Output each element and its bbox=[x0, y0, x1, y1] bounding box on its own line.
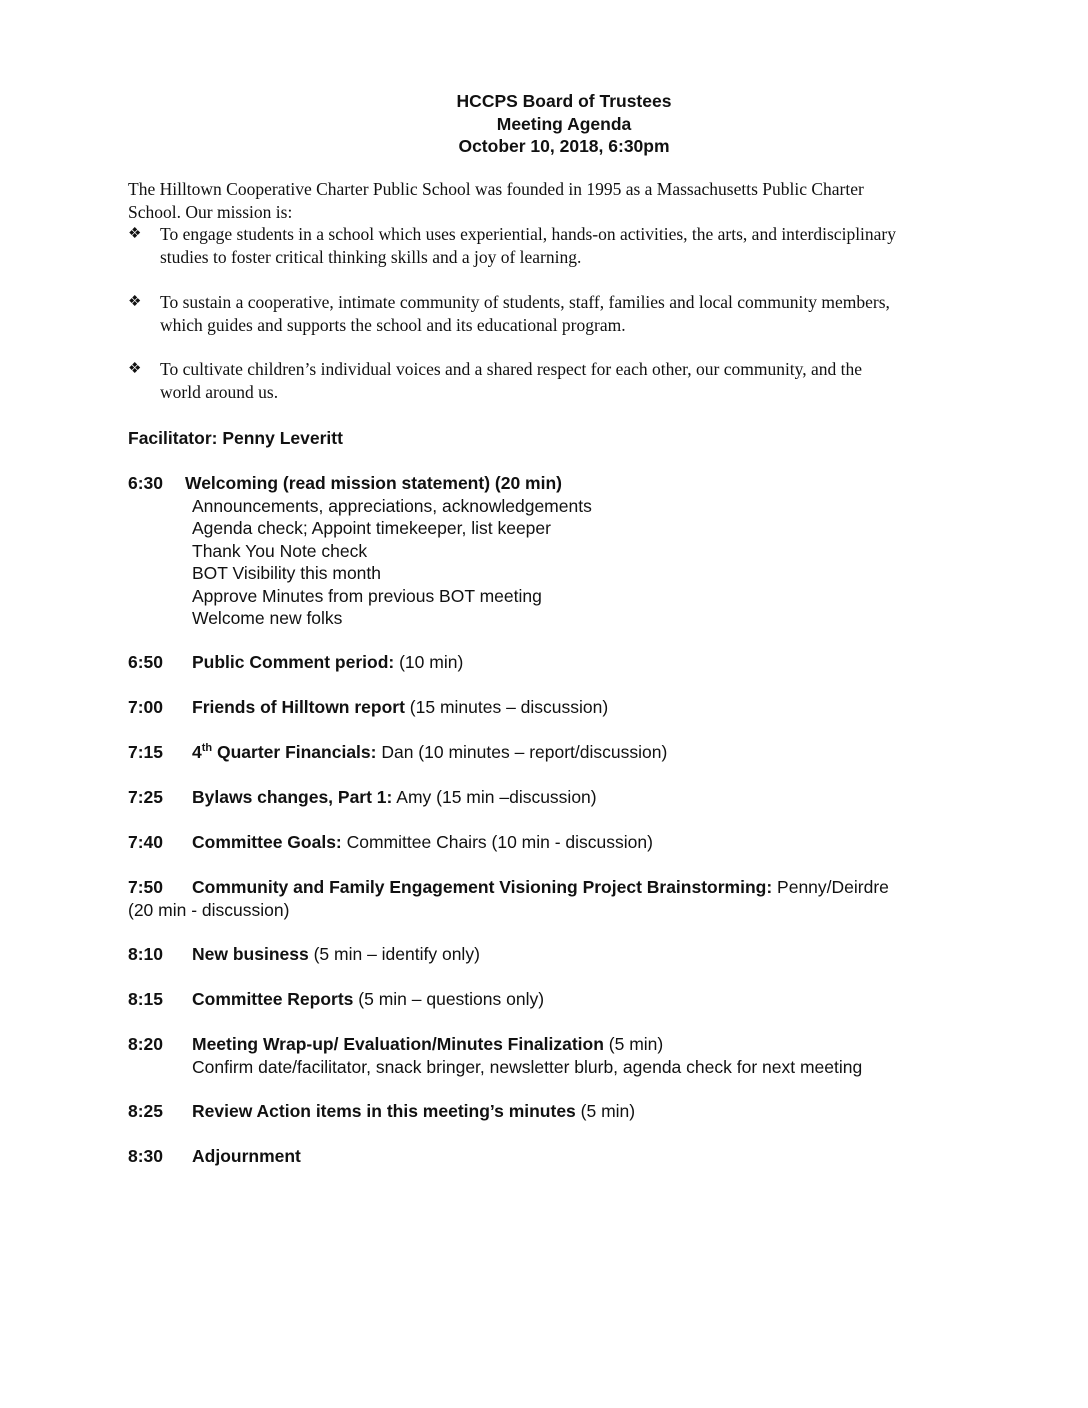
agenda-detail: Penny/Deirdre bbox=[772, 877, 889, 897]
agenda-subitem: BOT Visibility this month bbox=[192, 563, 382, 583]
mission-text-line: To cultivate children’s individual voices and a shared respect for each other, our community, and the bbox=[160, 359, 863, 379]
agenda-heading: Committee Goals: bbox=[192, 832, 342, 852]
agenda-heading: New business bbox=[192, 944, 309, 964]
mission-text-line: To engage students in a school which uses experiential, hands-on activities, the arts, and interdisciplinary bbox=[160, 224, 897, 244]
agenda-detail: (5 min) bbox=[575, 1101, 636, 1121]
agenda-heading: Quarter Financials: bbox=[212, 742, 377, 762]
agenda-detail: (5 min) bbox=[603, 1034, 664, 1054]
intro-line-1: The Hilltown Cooperative Charter Public School was founded in 1995 as a Massachusetts Public Charter bbox=[128, 179, 864, 199]
diamond-bullet-icon: ❖ bbox=[128, 226, 142, 242]
agenda-time: 6:50 bbox=[128, 652, 164, 672]
agenda-time: 7:40 bbox=[128, 832, 164, 852]
agenda-heading-ordinal: 4 bbox=[192, 742, 202, 762]
agenda-subitem: Welcome new folks bbox=[192, 608, 343, 628]
agenda-time: 8:15 bbox=[128, 989, 164, 1009]
agenda-subitem: Thank You Note check bbox=[192, 540, 368, 561]
agenda-heading: Bylaws changes, Part 1: bbox=[192, 787, 393, 807]
agenda-time: 8:25 bbox=[128, 1101, 164, 1121]
agenda-time: 6:30 bbox=[128, 473, 164, 493]
diamond-bullet-icon: ❖ bbox=[128, 361, 142, 377]
agenda-detail: (5 min – identify only) bbox=[308, 944, 480, 964]
diamond-bullet-icon: ❖ bbox=[128, 294, 142, 310]
agenda-time: 7:25 bbox=[128, 787, 164, 807]
agenda-heading: Public Comment period: bbox=[192, 652, 395, 672]
agenda-detail: (15 minutes – discussion) bbox=[404, 697, 609, 717]
mission-text-line: studies to foster critical thinking skills and a joy of learning. bbox=[160, 246, 582, 267]
agenda-heading: Welcoming (read mission statement) (20 min) bbox=[185, 473, 562, 493]
agenda-time: 7:50 bbox=[128, 877, 164, 897]
agenda-detail: Committee Chairs (10 min - discussion) bbox=[341, 832, 653, 852]
agenda-subitem: Agenda check; Appoint timekeeper, list keeper bbox=[192, 518, 551, 538]
agenda-heading: Community and Family Engagement Visioning Project Brainstorming: bbox=[192, 877, 773, 897]
agenda-detail: (5 min – questions only) bbox=[353, 989, 545, 1009]
agenda-subitem: Confirm date/facilitator, snack bringer, newsletter blurb, agenda check for next meeting bbox=[192, 1056, 863, 1077]
agenda-detail-wrap: (20 min - discussion) bbox=[128, 899, 290, 920]
agenda-detail: Dan (10 minutes – report/discussion) bbox=[376, 742, 668, 762]
agenda-detail: (10 min) bbox=[394, 652, 464, 672]
title-line-agenda: Meeting Agenda bbox=[496, 113, 632, 134]
agenda-heading: Review Action items in this meeting’s minutes bbox=[192, 1101, 576, 1121]
agenda-heading: Meeting Wrap-up/ Evaluation/Minutes Finalization bbox=[192, 1034, 604, 1054]
mission-text-line: which guides and supports the school and its educational program. bbox=[160, 314, 626, 335]
agenda-time: 8:10 bbox=[128, 944, 164, 964]
intro-line-2: School. Our mission is: bbox=[128, 201, 293, 222]
document-title bbox=[0, 90, 1088, 158]
title-line-board: HCCPS Board of Trustees bbox=[456, 91, 672, 111]
agenda-heading: Committee Reports bbox=[192, 989, 354, 1009]
ordinal-suffix: th bbox=[201, 742, 213, 755]
agenda-subitem: Approve Minutes from previous BOT meeting bbox=[192, 585, 542, 606]
intro-paragraph bbox=[128, 178, 998, 223]
agenda-time: 8:20 bbox=[128, 1034, 164, 1054]
mission-text-line: world around us. bbox=[160, 381, 279, 402]
agenda-heading: Adjournment bbox=[192, 1146, 301, 1166]
agenda-time: 7:00 bbox=[128, 697, 164, 717]
facilitator-line: Facilitator: Penny Leveritt bbox=[128, 428, 343, 448]
mission-text-line: To sustain a cooperative, intimate community of students, staff, families and local community members, bbox=[160, 292, 890, 312]
agenda-detail: Amy (15 min –discussion) bbox=[392, 787, 597, 807]
agenda-heading: Friends of Hilltown report bbox=[192, 697, 405, 717]
agenda-subitem: Announcements, appreciations, acknowledgements bbox=[192, 495, 592, 516]
title-line-date: October 10, 2018, 6:30pm bbox=[458, 136, 670, 156]
agenda-time: 8:30 bbox=[128, 1146, 164, 1166]
agenda-time: 7:15 bbox=[128, 742, 164, 762]
